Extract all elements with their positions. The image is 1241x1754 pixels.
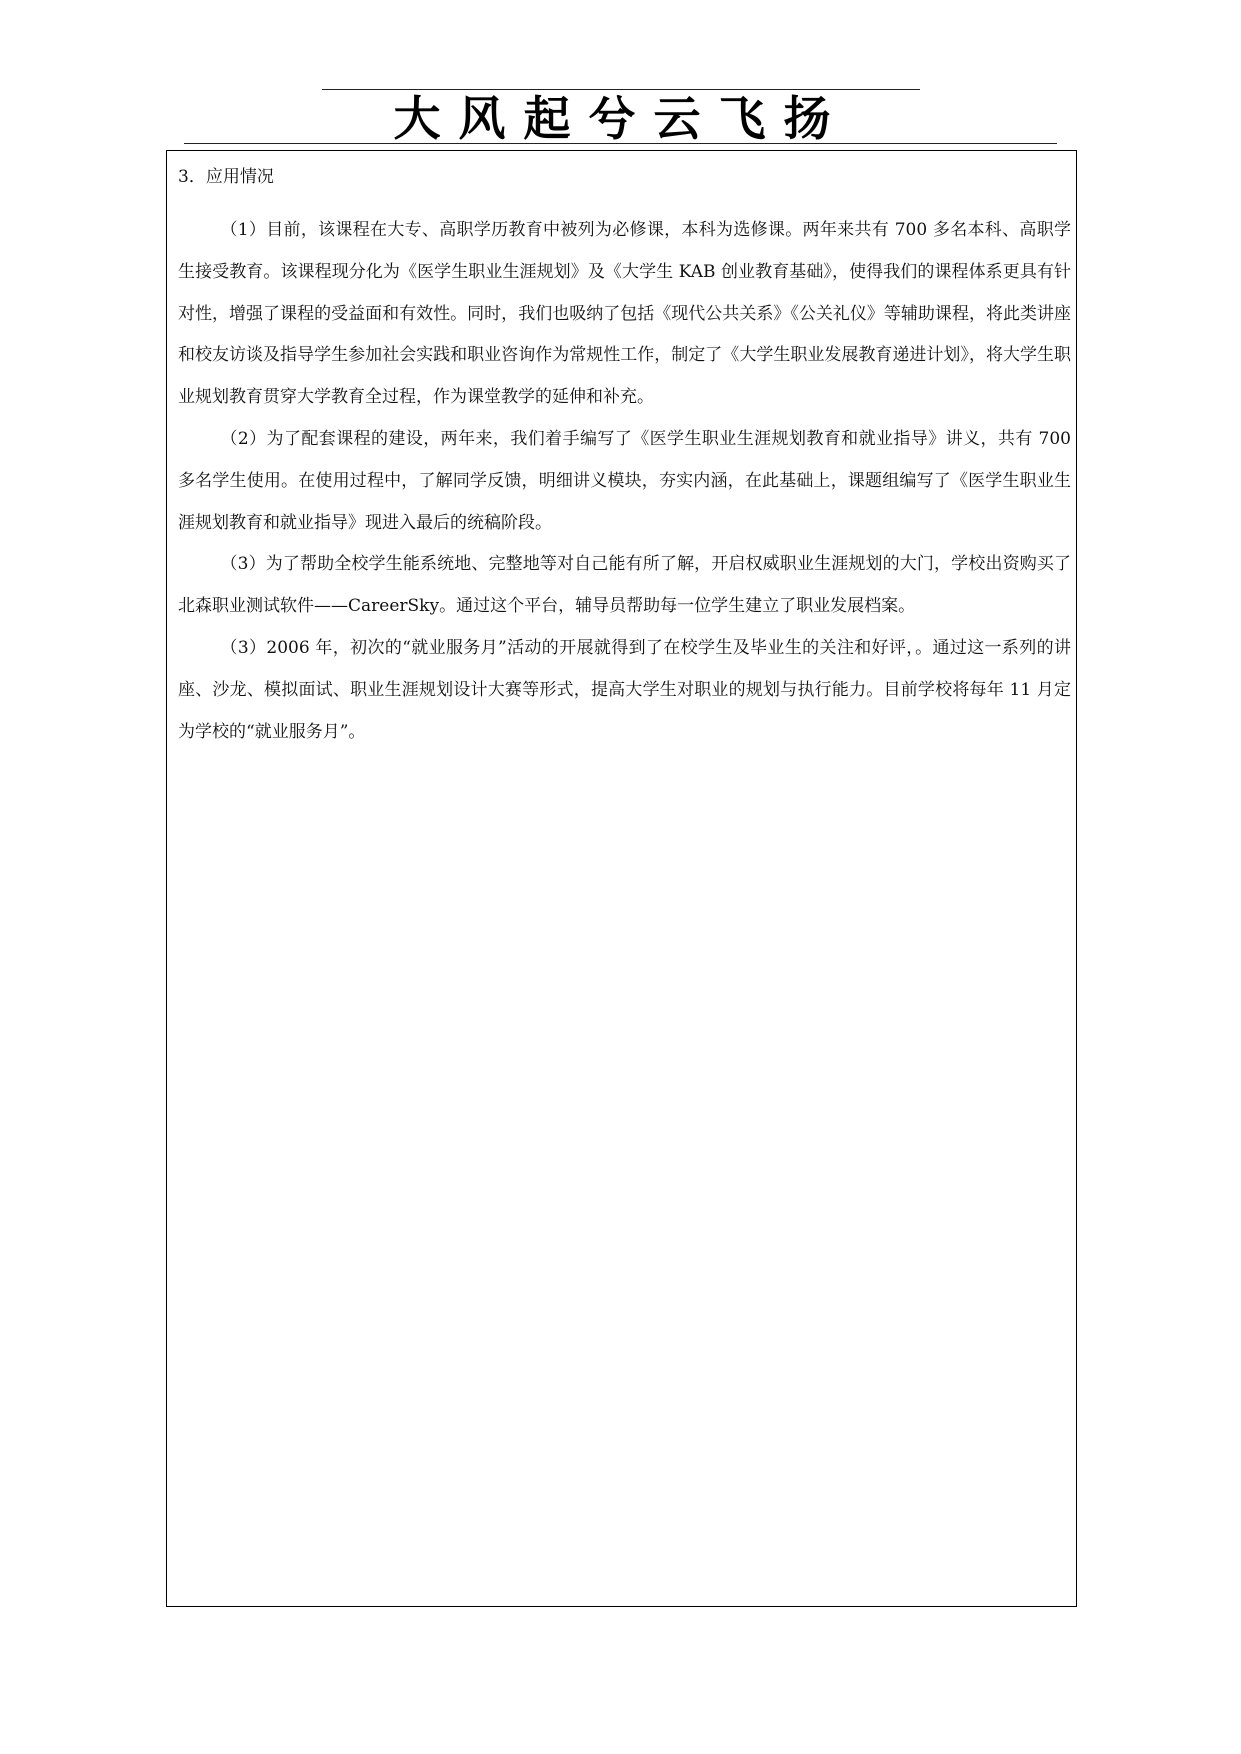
paragraph: （2）为了配套课程的建设，两年来，我们着手编写了《医学生职业生涯规划教育和就业指导》讲义，共有 700 多名学生使用。在使用过程中，了解同学反馈，明细讲义模块，夯实内涵，在此基础上，课题组编写了《医学生职业生涯规划教育和就业指导》现进入最后的统稿阶段。 — [178, 428, 1071, 533]
header-calligraphy-title: 大风起兮云飞扬 — [393, 92, 849, 147]
paragraph: （3）为了帮助全校学生能系统地、完整地等对自己能有所了解，开启权威职业生涯规划的大门，学校出资购买了北森职业测试软件——CareerSky。通过这个平台，辅导员帮助每一位学生建立了职业发展档案。 — [178, 554, 1071, 617]
header-top-rule — [322, 89, 920, 90]
paragraph: （1）目前，该课程在大专、高职学历教育中被列为必修课，本科为选修课。两年来共有 700 多名本科、高职学生接受教育。该课程现分化为《医学生职业生涯规划》及《大学生 KAB 创业教育基础》，使得我们的课程体系更具有针对性，增强了课程的受益面和有效性。同时，我们也吸纳了包括《现代公共关系》《公关礼仪》等辅助课程，将此类讲座和校友访谈及指导学生参加社会实践和职业咨询作为常规性工作，制定了《大学生职业发展教育递进计划》，将大学生职业规划教育贯穿大学教育全过程，作为课堂教学的延伸和补充。 — [178, 220, 1071, 408]
section-heading: 3．应用情况 — [178, 167, 274, 187]
header-bottom-rule — [184, 143, 1057, 144]
paragraph: （3）2006 年，初次的“就业服务月”活动的开展就得到了在校学生及毕业生的关注和好评，。通过这一系列的讲座、沙龙、模拟面试、职业生涯规划设计大赛等形式，提高大学生对职业的规划与执行能力。目前学校将每年 11 月定为学校的“就业服务月”。 — [178, 637, 1071, 742]
section-body — [178, 210, 1071, 753]
